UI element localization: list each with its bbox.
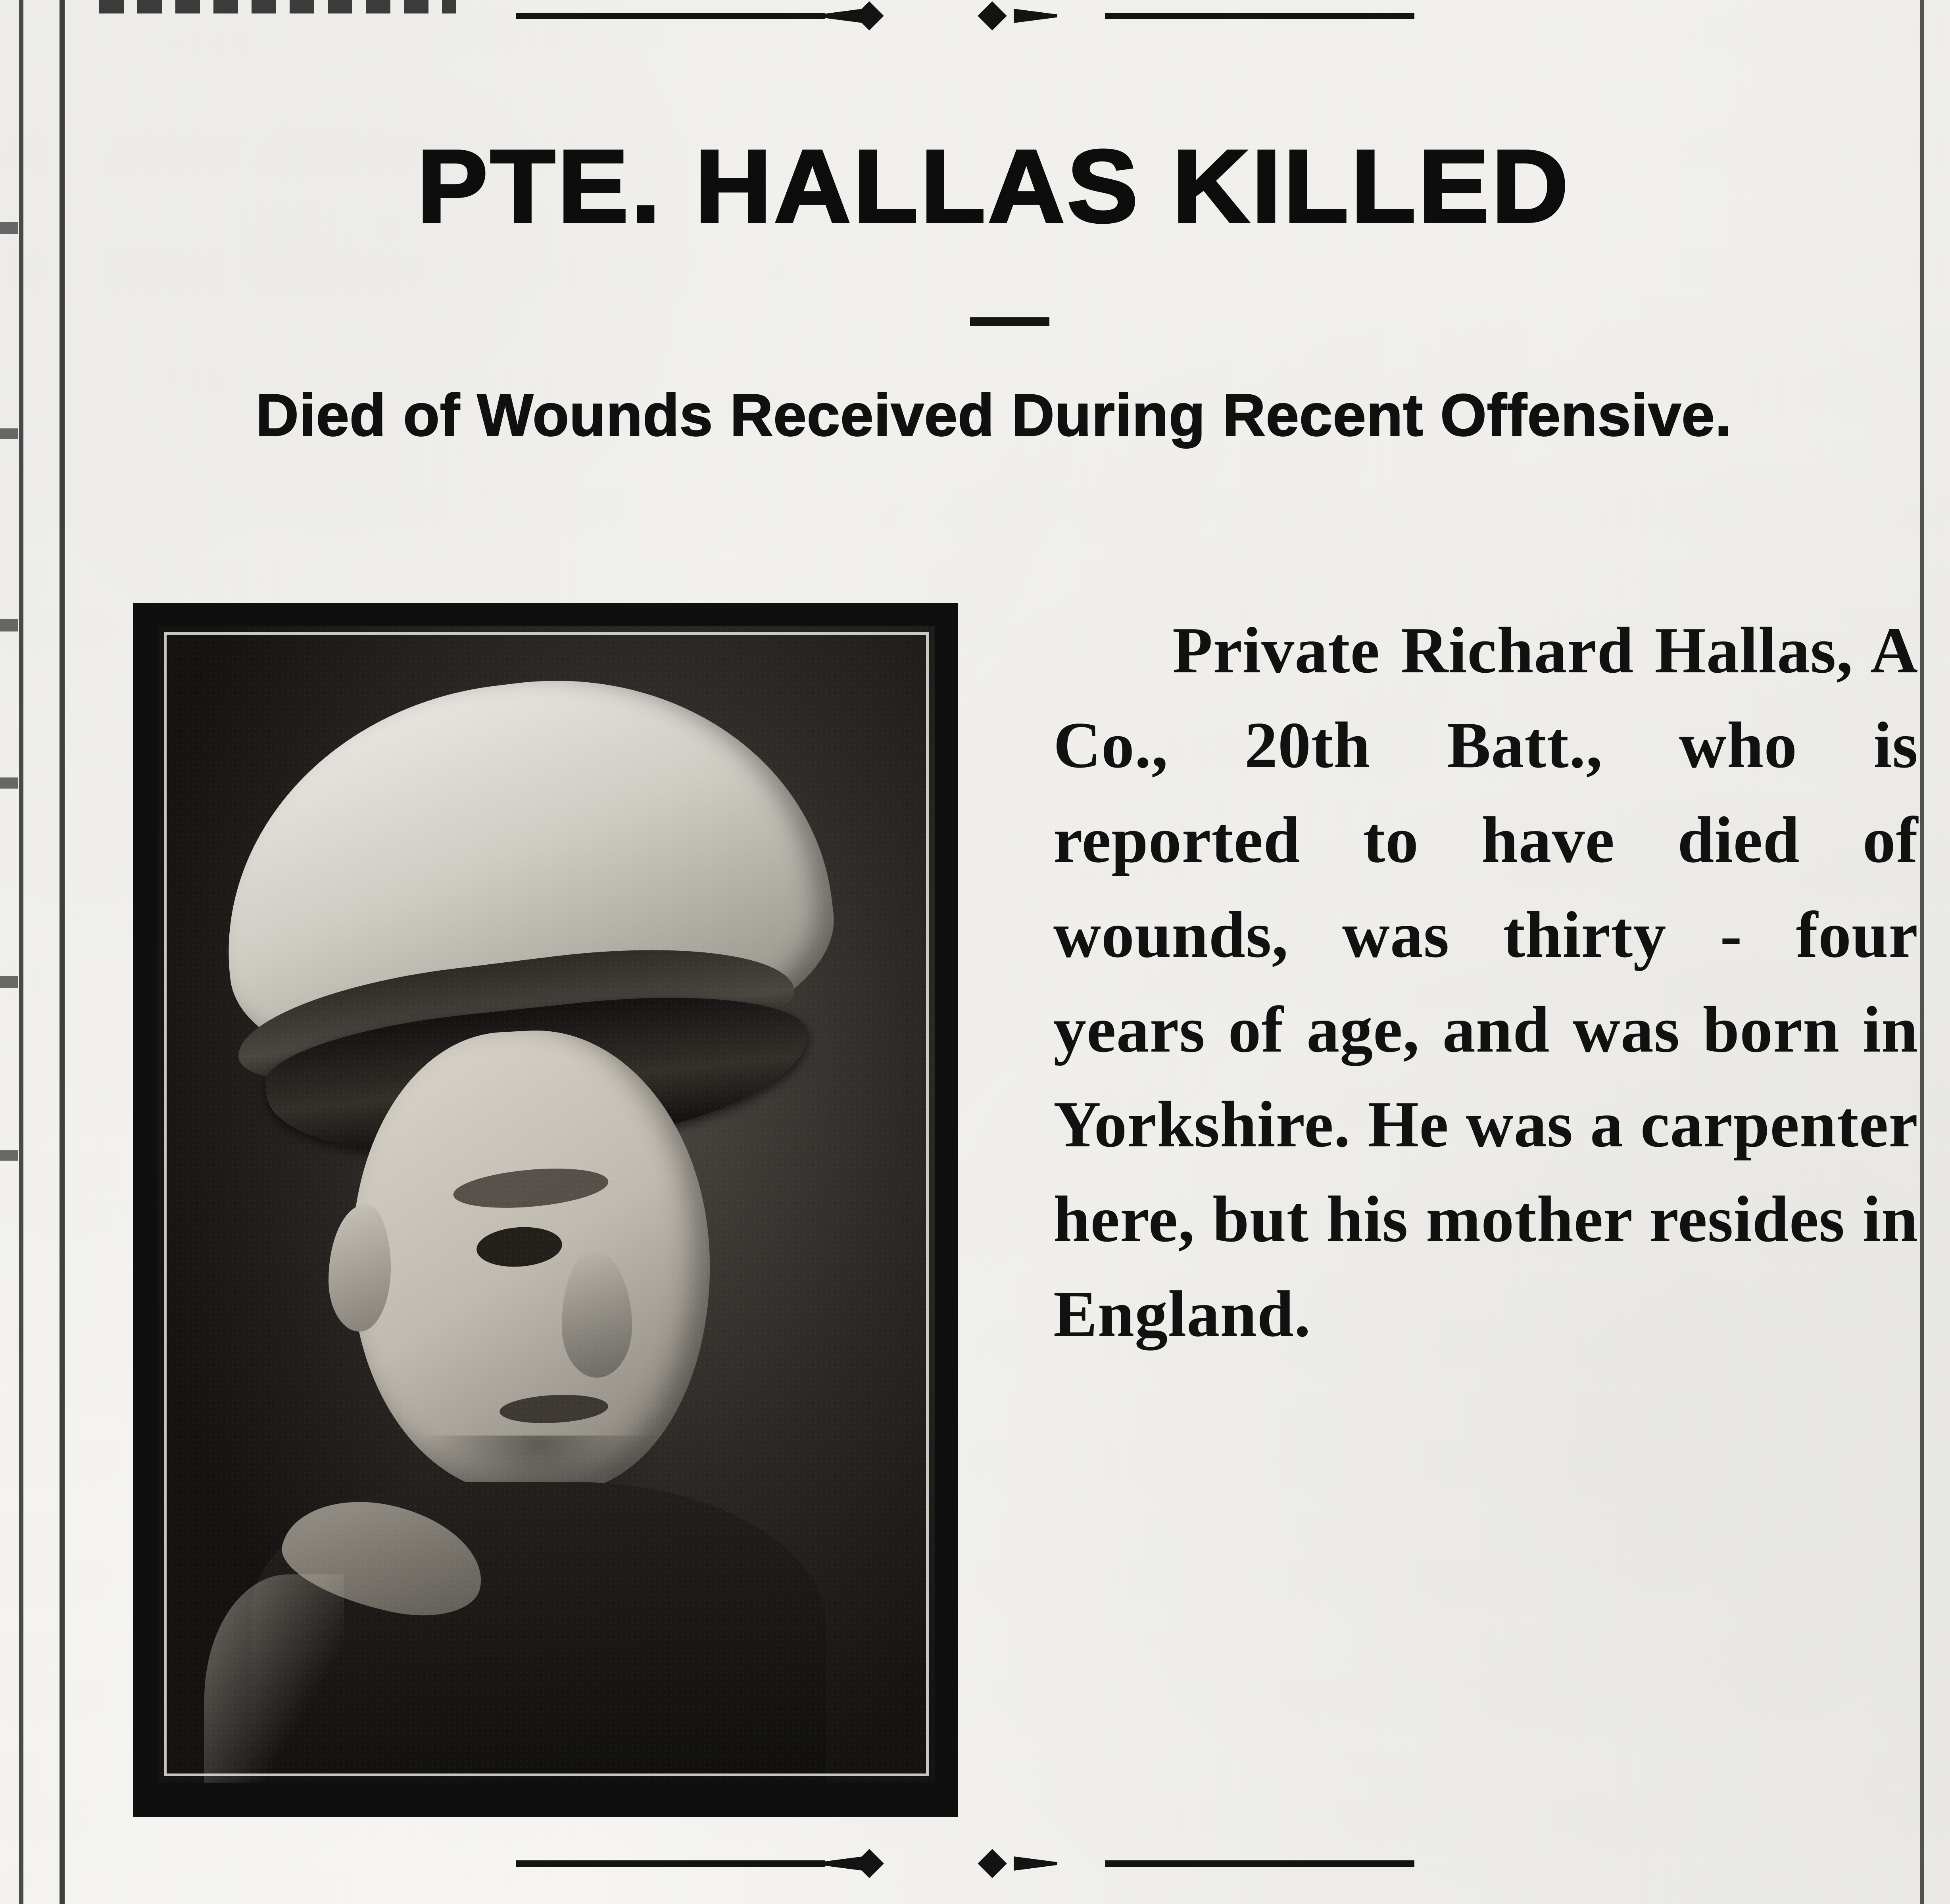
column-rule-left-outer <box>19 0 23 1904</box>
article-paragraph: Private Richard Hallas, A Co., 20th Batt., who is reported to have died of wounds, was thirty - four years of age, and was born in Yorkshire. He was a carpenter here, but his mother resides in England. <box>1053 614 1918 1351</box>
divider-diamond-2 <box>978 1849 1007 1878</box>
portrait-illustration <box>158 626 935 1783</box>
portrait-photo-frame <box>133 603 958 1817</box>
divider-diamond-1 <box>855 1 884 31</box>
headline-underline-rule <box>970 317 1049 326</box>
adjacent-column-ink-fragment <box>0 222 18 234</box>
adjacent-column-ink-fragment <box>0 777 18 789</box>
divider-bar-left <box>516 1860 825 1867</box>
article-subhead: Died of Wounds Received During Recent Offensive. <box>256 382 1732 448</box>
article-headline: PTE. HALLAS KILLED <box>417 129 1571 244</box>
divider-bar-right <box>1105 1860 1414 1867</box>
divider-bar-right <box>1105 13 1414 19</box>
article-text-column <box>1053 603 1918 1361</box>
adjacent-column-ink-fragment <box>0 1150 18 1161</box>
divider-bar-left <box>516 13 825 19</box>
divider-diamond-2 <box>978 1 1007 31</box>
column-rule-left-inner <box>60 0 65 1904</box>
adjacent-column-ink-fragment <box>0 428 18 439</box>
adjacent-column-ink-fragment <box>0 619 18 631</box>
column-rule-right-outer <box>1920 0 1924 1904</box>
adjacent-column-ink-fragment <box>0 976 18 988</box>
top-divider-ornament <box>34 0 1843 35</box>
divider-diamond-1 <box>855 1849 884 1878</box>
divider-taper-right <box>1014 1856 1057 1871</box>
article-body <box>69 0 1918 1904</box>
portrait-photo <box>158 626 935 1783</box>
divider-taper-right <box>1014 9 1057 23</box>
bottom-divider-ornament <box>34 1844 1843 1883</box>
